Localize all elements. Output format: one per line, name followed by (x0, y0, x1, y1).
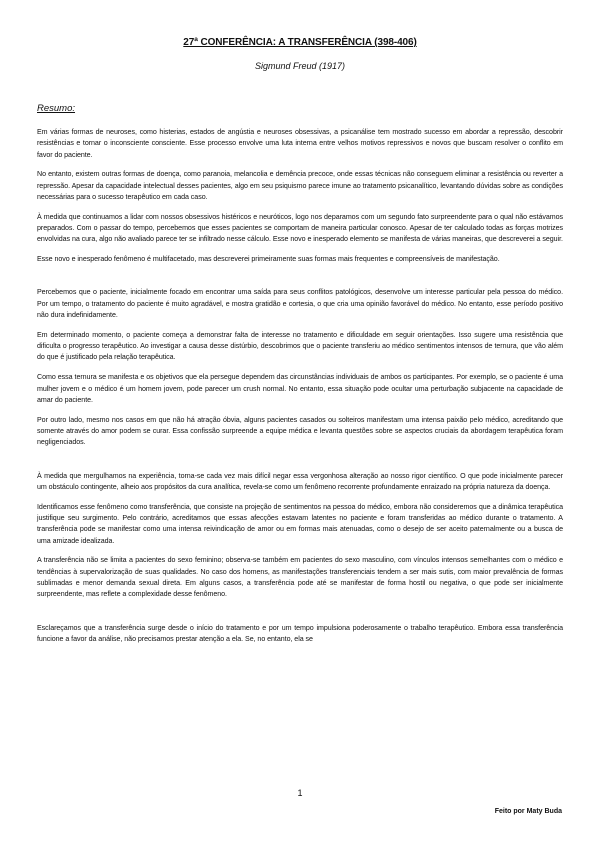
section-heading: Resumo: (37, 103, 76, 114)
paragraph: Percebemos que o paciente, inicialmente focado em encontrar uma saída para seus conflitos patológicos, desenvolve um interesse particular pela pessoa do médico. Por um tempo, o tratamento do paciente é muito agradável, e mostra gratidão e cortesia, o que cria uma opinião favorável do médico. No entanto, esse período positivo não dura indefinidamente. (37, 288, 563, 320)
paragraph: À medida que mergulhamos na experiência, torna-se cada vez mais difícil negar essa vergonhosa alteração ao nosso rigor científico. O que pode inicialmente parecer um obstáculo contingente, alheio aos propósitos da cura analítica, revela-se como um fenômeno recorrente profundamente enraizado na própria natureza da doença. (37, 471, 563, 491)
document-author: Sigmund Freud (1917) (254, 61, 346, 71)
paragraph: Esse novo e inesperado fenômeno é multifacetado, mas descreverei primeiramente suas formas mais frequentes e compreensíveis de manifestação. (37, 255, 500, 264)
document-body (37, 127, 563, 654)
paragraph: Identificamos esse fenômeno como transferência, que consiste na projeção de sentimentos na pessoa do médico, embora não consideremos que a dinâmica terapêutica justifique seu surgimento. Pelo contrário, acreditamos que essas afecções estavam latentes no paciente e foram transferidas ao médico durante o tratamento. A transferência pode se manifestar como uma intensa reivindicação de amor ou em formas mais atenuadas, como o desejo de ser aceito paternalmente ou a busca de uma amizade idealizada. (37, 502, 563, 545)
paragraph: Por outro lado, mesmo nos casos em que não há atração óbvia, alguns pacientes casados ou solteiros manifestam uma intensa paixão pelo médico, acreditando que somente através do amor podem se curar. Essa confissão surpreende a equipe médica e levanta questões sobre se aspectos cruciais da abordagem terapêutica foram negligenciados. (37, 415, 563, 447)
paragraph: Como essa ternura se manifesta e os objetivos que ela persegue dependem das circunstâncias individuais de ambos os participantes. Por exemplo, se o paciente é uma mulher jovem e o médico é um homem jovem, pode parecer um crush normal. No entanto, essa situação pode ocultar uma perturbação subjacente na capacidade de amar do paciente. (37, 373, 563, 404)
page-number: 1 (297, 788, 303, 798)
paragraph: À medida que continuamos a lidar com nossos obsessivos histéricos e neuróticos, logo nos deparamos com um segundo fato surpreendente para o qual não estávamos preparados. Com o passar do tempo, percebemos que esses pacientes se comportam de maneira particular conosco. Apesar de ter calculado todas as forças motrizes envolvidas na cura, algo não avaliado parece ter se infiltrado nesse cálculo. Esse novo e inesperado elemento se manifesta de várias maneiras, que descreverei a seguir. (37, 212, 563, 244)
paragraph: Em várias formas de neuroses, como histerias, estados de angústia e neuroses obsessivas, a psicanálise tem mostrado sucesso em abordar a repressão, descobrir resistências e tornar o inconsciente consciente. Esse processo envolve uma luta interna entre velhos motivos repressivos e novos que buscam resolver o conflito em favor do paciente. (37, 128, 563, 159)
paragraph: Em determinado momento, o paciente começa a demonstrar falta de interesse no tratamento e dificuldade em seguir orientações. Isso sugere uma resistência que dificulta o progresso terapêutico. Ao investigar a causa desse distúrbio, descobrimos que o paciente transferiu ao médico sentimentos intensos de ternura, que vão além do que é justificado pela relação terapêutica. (37, 330, 563, 362)
paragraph: A transferência não se limita a pacientes do sexo feminino; observa-se também em pacientes do sexo masculino, com vínculos intensos semelhantes com o médico e tendências à supervalorização de suas qualidades. No caso dos homens, as manifestações transferenciais tendem a ser mais sutis, com maior prevalência de formas sublimadas e menor demanda sexual direta. Em alguns casos, a transferência pode até se manifestar de forma hostil ou negativa, o que pode ser inicialmente surpreendente, mas reflete a complexidade desse fenômeno. (37, 556, 563, 599)
footer-credit: Feito por Maty Buda (494, 808, 562, 815)
paragraph: No entanto, existem outras formas de doença, como paranoia, melancolia e demência precoce, onde essas técnicas não conseguem eliminar a resistência ou reverter a repressão. Apesar da capacidade intelectual desses pacientes, algo em seu psiquismo parece imune ao tratamento psicanalítico, levantando dúvidas sobre as condições necessárias para o sucesso terapêutico em cada caso. (37, 170, 563, 201)
paragraph: Esclareçamos que a transferência surge desde o início do tratamento e por um tempo impulsiona poderosamente o trabalho terapêutico. Embora essa transferência funcione a favor da análise, não precisamos prestar atenção a ela. Se, no entanto, ela se (37, 623, 563, 643)
document-title: 27ª CONFERÊNCIA: A TRANSFERÊNCIA (398-406) (183, 37, 417, 48)
